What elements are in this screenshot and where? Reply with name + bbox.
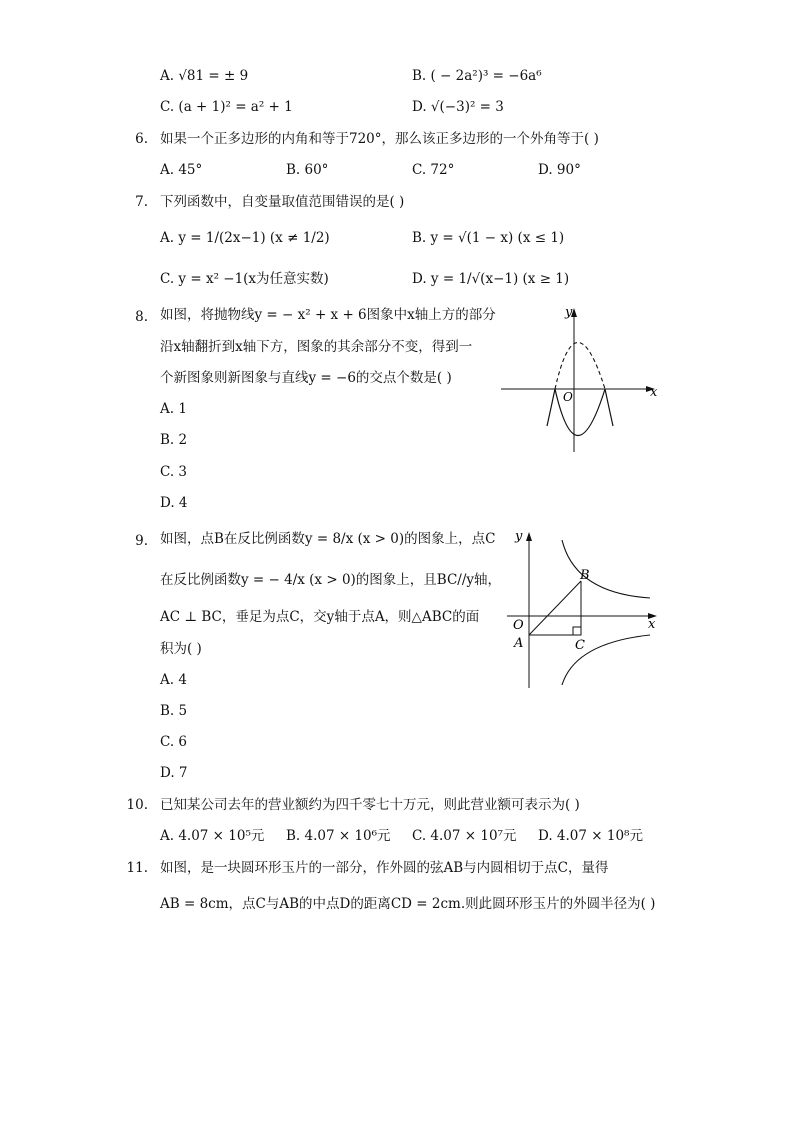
q9-point-b-label: B (580, 568, 590, 583)
q8-option-d: D. 4 (160, 495, 188, 511)
q10-option-b: B. 4.07 × 10⁶元 (286, 828, 391, 844)
q9-point-c-label: C (575, 638, 585, 653)
q7-option-a: A. y = 1/(2x−1) (x ≠ 1/2) (160, 230, 330, 246)
q9-stem-line4: 积为( ) (160, 641, 202, 657)
q11-number: 11. (126, 860, 148, 876)
q9-option-b: B. 5 (160, 703, 188, 719)
q6-option-b: B. 60° (286, 162, 329, 178)
q8-parabola-figure (495, 300, 665, 455)
q9-stem-line2: 在反比例函数y = − 4/x (x > 0)的图象上，且BC//y轴， (160, 572, 502, 588)
q10-option-c: C. 4.07 × 10⁷元 (412, 828, 517, 844)
q8-stem-line3: 个新图象则新图象与直线y = −6的交点个数是( ) (160, 370, 452, 386)
q6-stem: 如果一个正多边形的内角和等于720°，那么该正多边形的一个外角等于( ) (160, 131, 599, 147)
q9-stem-line3: AC ⊥ BC，垂足为点C，交y轴于点A，则△ABC的面 (160, 609, 480, 625)
q9-point-a-label: A (514, 636, 524, 651)
q9-option-a: A. 4 (160, 672, 187, 688)
q8-stem-line1: 如图，将抛物线y = − x² + x + 6图象中x轴上方的部分 (160, 307, 496, 323)
q7-number: 7. (135, 194, 148, 210)
q6-option-a: A. 45° (160, 162, 203, 178)
q8-x-label: x (650, 385, 658, 400)
q9-x-label: x (648, 617, 656, 632)
q9-option-d: D. 7 (160, 765, 188, 781)
q9-number: 9. (135, 533, 148, 549)
q10-number: 10. (126, 797, 148, 813)
q8-option-b: B. 2 (160, 432, 188, 448)
q5-option-a: A. √81 = ± 9 (160, 68, 249, 84)
q8-option-a: A. 1 (160, 401, 187, 417)
q9-hyperbola-figure (505, 525, 665, 690)
q8-right-branch (605, 389, 613, 426)
q8-y-label: y (565, 305, 573, 320)
q7-stem: 下列函数中，自变量取值范围错误的是( ) (160, 194, 405, 210)
q8-left-branch (547, 389, 555, 426)
q8-origin-label: O (563, 390, 573, 404)
q10-stem: 已知某公司去年的营业额约为四千零七十万元，则此营业额可表示为( ) (160, 797, 580, 813)
q9-stem-line1: 如图，点B在反比例函数y = 8/x (x > 0)的图象上，点C (160, 531, 496, 547)
q7-option-c: C. y = x² −1(x为任意实数) (160, 271, 329, 287)
q9-y-arrow-icon (526, 532, 532, 541)
q6-option-c: C. 72° (412, 162, 455, 178)
q11-stem-line1: 如图，是一块圆环形玉片的一部分，作外圆的弦AB与内圆相切于点C，量得 (160, 860, 609, 876)
q6-option-d: D. 90° (538, 162, 581, 178)
q5-option-b: B. ( − 2a²)³ = −6a⁶ (412, 68, 542, 84)
q7-option-d: D. y = 1/√(x−1) (x ≥ 1) (412, 271, 570, 287)
q8-option-c: C. 3 (160, 464, 188, 480)
q5-option-d: D. √(−3)² = 3 (412, 99, 504, 115)
q9-right-angle-mark (573, 627, 581, 635)
q5-option-c: C. (a + 1)² = a² + 1 (160, 99, 293, 115)
q9-y-label: y (515, 529, 523, 544)
q9-origin-label: O (513, 618, 524, 633)
q8-dashed-arc (555, 343, 605, 390)
q10-option-a: A. 4.07 × 10⁵元 (160, 828, 265, 844)
q10-option-d: D. 4.07 × 10⁸元 (538, 828, 643, 844)
q9-option-c: C. 6 (160, 734, 188, 750)
q11-stem-line2: AB = 8cm，点C与AB的中点D的距离CD = 2cm.则此圆环形玉片的外圆半径为( ) (160, 896, 656, 912)
q9-curve-upper (562, 540, 650, 598)
q8-number: 8. (135, 309, 148, 325)
q7-option-b: B. y = √(1 − x) (x ≤ 1) (412, 230, 565, 246)
q6-number: 6. (135, 131, 148, 147)
q8-stem-line2: 沿x轴翻折到x轴下方，图象的其余部分不变，得到一 (160, 339, 473, 355)
